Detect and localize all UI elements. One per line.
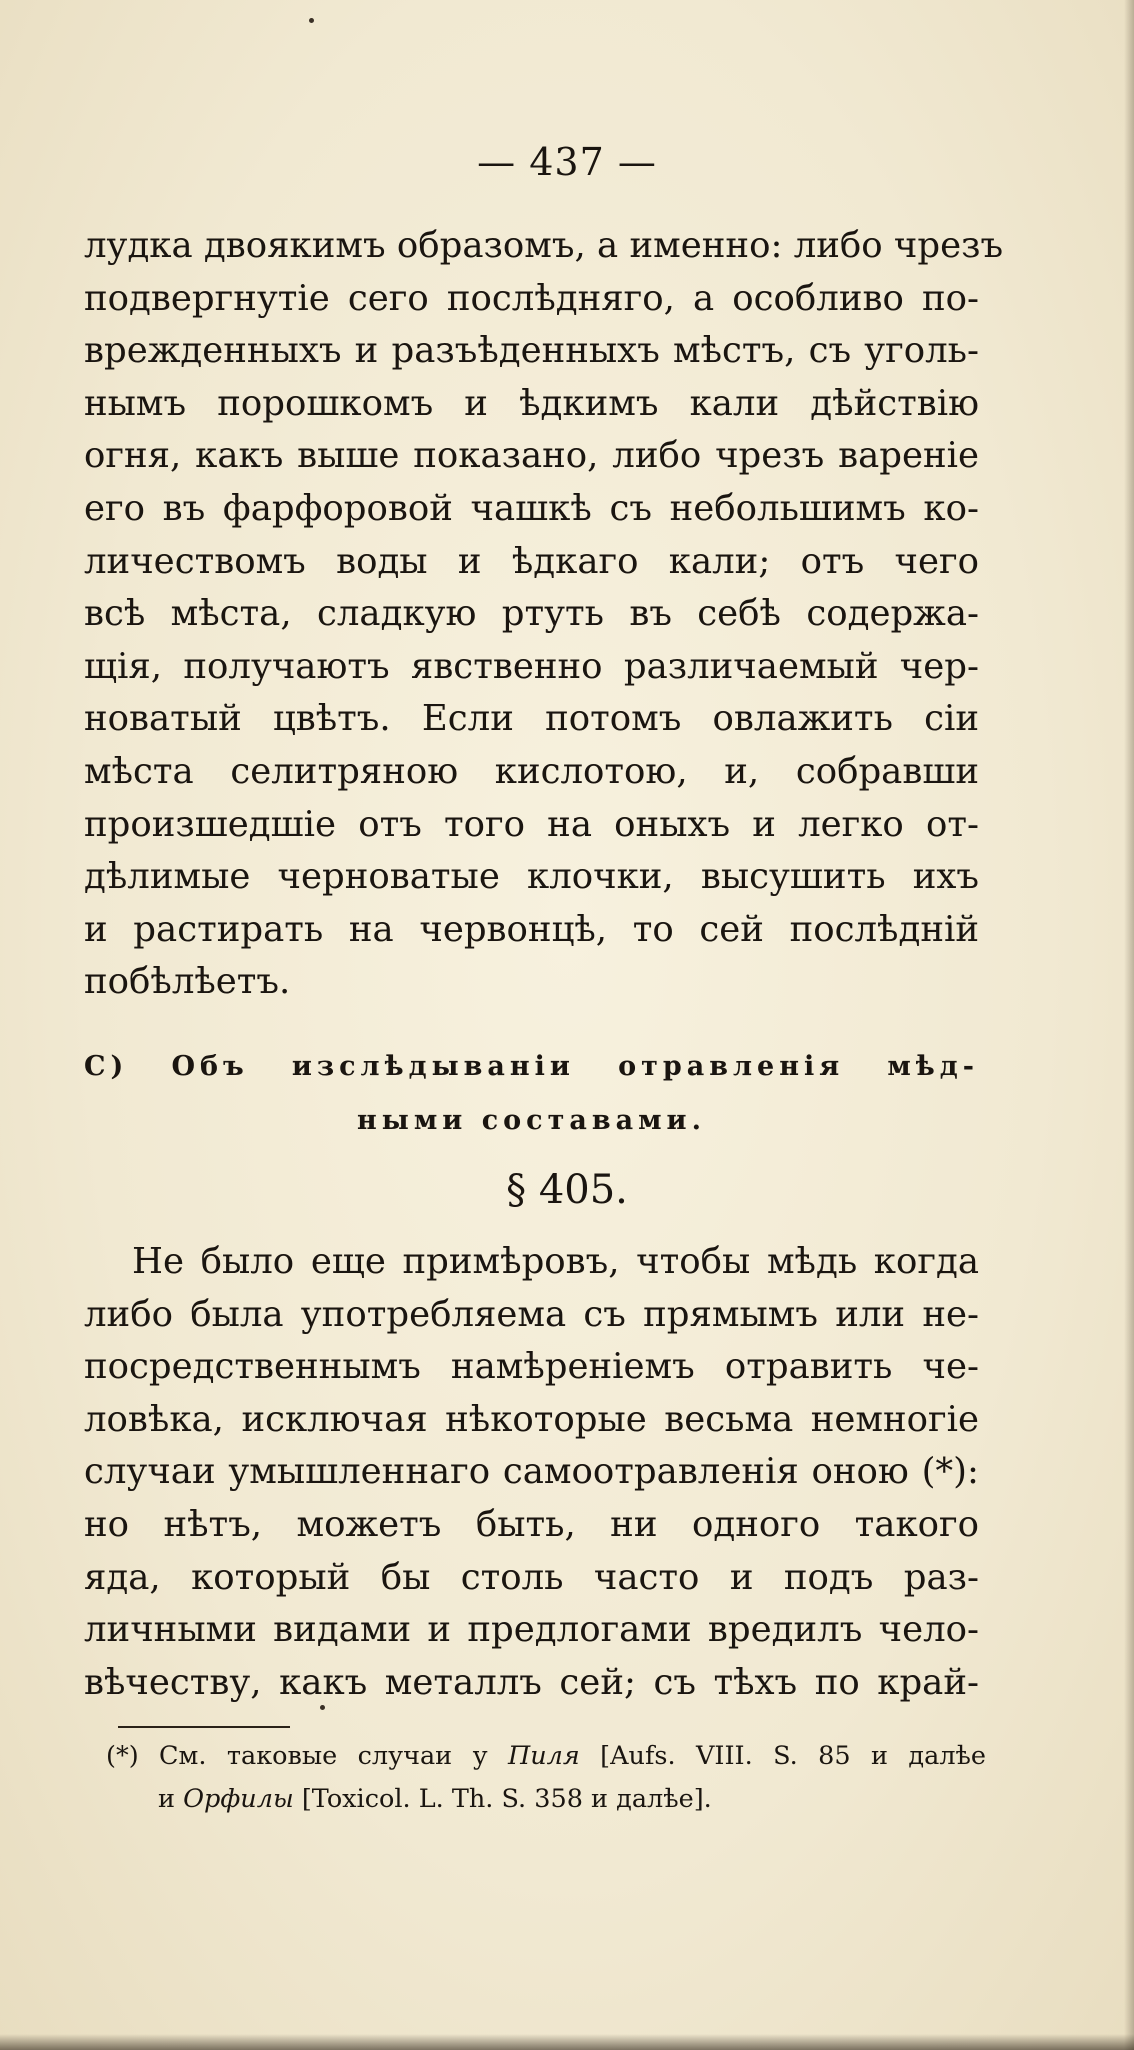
footnote-text: [Toxicol. L. Th. S. 358 и далѣе]. [293, 1784, 712, 1814]
text-line: Не было еще примѣровъ, чтобы мѣдь когда [132, 1241, 979, 1282]
footnote-author: Орфилы [183, 1784, 294, 1814]
text-line: яда, который бы столь часто и подъ раз- [84, 1556, 979, 1598]
page-edge-shadow [1124, 0, 1134, 2050]
text-line: его въ фарфоровой чашкѣ съ небольшимъ ко- [84, 487, 979, 529]
text-line: подвергнутіе сего послѣдняго, а особливо по- [84, 277, 979, 319]
section-heading-line: C) Объ изслѣдываніи отравленія мѣд- [84, 1051, 979, 1082]
footnote-author: Пиля [507, 1741, 580, 1771]
section-heading-line: ными составами. [357, 1105, 706, 1136]
footnote-text: [Aufs. VIII. S. 85 и далѣе [579, 1741, 986, 1771]
text-line: личными видами и предлогами вредилъ чело- [84, 1609, 979, 1651]
footnote-line [106, 1735, 986, 1778]
footnote-divider [118, 1726, 290, 1728]
text-line: дѣлимые черноватые клочки, высушить ихъ [84, 856, 979, 898]
ink-speck [309, 18, 314, 23]
footnote-line [106, 1778, 986, 1821]
text-line: либо была употребляема съ прямымъ или не- [84, 1293, 979, 1335]
text-line: вѣчеству, какъ металлъ сей; съ тѣхъ по край- [84, 1661, 979, 1703]
footnote [106, 1735, 986, 1821]
text-line: щія, получаютъ явственно различаемый чер- [84, 645, 979, 687]
text-line: огня, какъ выше показано, либо чрезъ вареніе [84, 435, 979, 477]
text-line: лудка двоякимъ образомъ, а именно: либо чрезъ [84, 225, 1004, 266]
footnote-text: (*) См. таковые случаи у [106, 1741, 508, 1771]
text-line: посредственнымъ намѣреніемъ отравить че- [84, 1346, 979, 1388]
text-line: всѣ мѣста, сладкую ртуть въ себѣ содержа- [84, 593, 979, 635]
text-line: случаи умышленнаго самоотравленія оною (*): [84, 1451, 979, 1493]
text-line: но нѣтъ, можетъ быть, ни одного такого [84, 1503, 979, 1545]
text-line: нымъ порошкомъ и ѣдкимъ кали дѣйствію [84, 382, 979, 424]
text-line: побѣлѣетъ. [84, 961, 291, 1003]
text-line: произшедшіе отъ того на оныхъ и легко от- [84, 803, 979, 845]
text-line: мѣста селитряною кислотою, и, собравши [84, 750, 979, 792]
section-heading [84, 1040, 979, 1148]
page-bottom-shadow [0, 2034, 1134, 2050]
text-line: личествомъ воды и ѣдкаго кали; отъ чего [84, 540, 979, 582]
paragraph-top [84, 220, 1004, 1009]
section-number: § 405. [506, 1167, 628, 1213]
text-line: новатый цвѣтъ. Если потомъ овлажить сіи [84, 698, 979, 740]
paragraph-main [84, 1236, 979, 1709]
footnote-text: и [158, 1784, 184, 1814]
text-line: и растирать на червонцѣ, то сей послѣдній [84, 908, 979, 950]
text-line: ловѣка, исключая нѣкоторые весьма немногіе [84, 1398, 979, 1440]
page-number: — 437 — [477, 140, 657, 184]
text-line: врежденныхъ и разъѣденныхъ мѣстъ, съ уголь- [84, 330, 979, 372]
